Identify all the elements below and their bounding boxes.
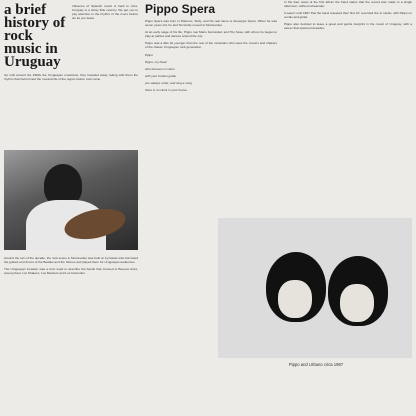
column-left-lower — [4, 256, 138, 278]
paragraph: Pippo Spera was born in Palermo, Sicily, and his real name is Giuseppe Spera. When he was seven years old, he and his family moved to Montevideo. — [145, 19, 277, 28]
poem-line: with your broken guitar — [145, 73, 177, 78]
poem-line: you always smile, and sing a song — [145, 80, 192, 85]
paragraph: The Uruguayan invasion was a term used to describe the bands that crossed to Buenos Aires, among them Los Shakers, Los Mockers and Los Iracundos. — [4, 267, 138, 276]
poem-line: Pippo, my head — [145, 59, 167, 64]
paragraph: Up until around the 1960s the Uruguayan musicians, they travelled away, taking with them the rhythm that had formed the musical life of the region before rock came. — [4, 73, 138, 82]
column-middle — [145, 0, 277, 95]
title-block — [4, 4, 138, 69]
paragraph: At an early stage of his life, Pippo met Mario Fernández and Tito Sosa, with whom he began to play at parties and dances around the city. — [145, 30, 277, 39]
poem-line: there is no clock in your house. — [145, 88, 188, 93]
page-bottom-fade — [0, 400, 416, 416]
guitarist-photo — [4, 150, 138, 250]
photo-caption: Pippo and Urbano circa 1967 — [288, 362, 344, 367]
paragraph: It wasn't until 1967 that the band released their first LP, recorded live in studio, with Pippo on vocals and guitar. — [284, 11, 412, 20]
paragraph: In the liner notes of the first album the band states that the record was made in a single afternoon, without rehearsals. — [284, 0, 412, 9]
twins-photo — [218, 218, 412, 358]
column-left — [4, 4, 138, 84]
poem-line: who dresses in colour — [145, 66, 175, 71]
intro-text: Influence of Spanish music is hard to miss. Uruguay is a sticky little country. We get you to pay attention to the rhythm of the rivers before we let you leave. — [72, 4, 138, 21]
page-title: a brief history of rock music in Uruguay — [4, 2, 66, 70]
paragraph: Pippo also decided to leave a great and gentle footprint in the music of Uruguay, with a career that spanned decades. — [284, 22, 412, 31]
paragraph: Around the turn of the decade, the rock scene in Montevideo was built on by bands who borrowed the guitars and drums of the Beatles and the Stones and played them for Uruguayan audiences. — [4, 256, 138, 265]
section-heading: Pippo Spera — [145, 2, 216, 16]
column-right — [284, 0, 412, 34]
paragraph: Pippo was a little bit younger than the rest of the musicians who were the movers and shakers of the classic Uruguayan rock generation. — [145, 41, 277, 50]
poem-line: Pippo — [145, 52, 153, 57]
poem-block — [145, 53, 277, 93]
photo-face-right — [340, 284, 374, 322]
photo-face-left — [278, 280, 312, 318]
